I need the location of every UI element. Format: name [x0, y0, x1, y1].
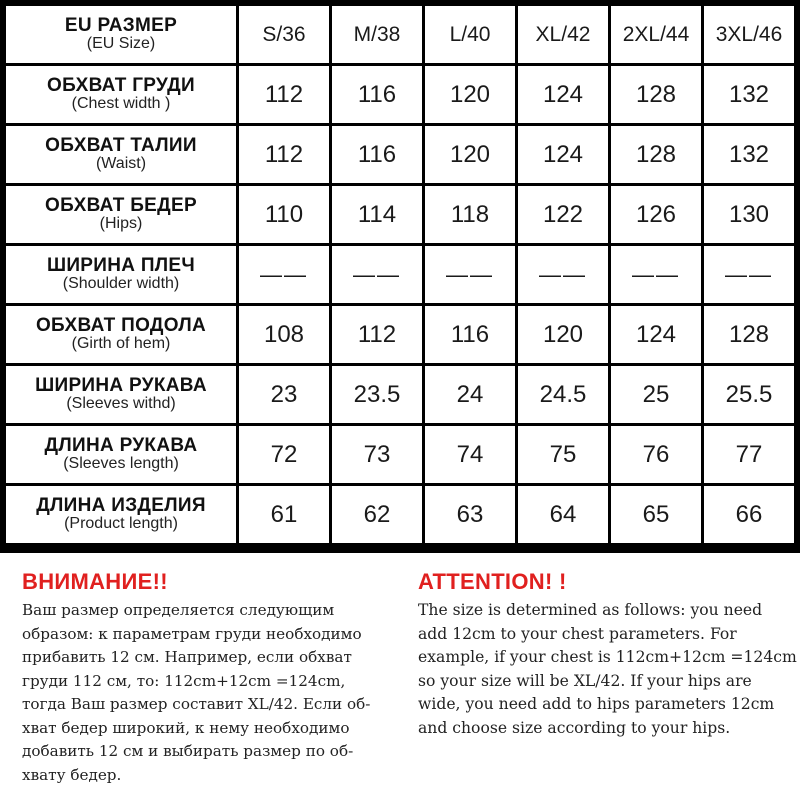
value-cell: 76: [611, 426, 701, 483]
row-label-ru: ОБХВАТ БЕДЕР: [45, 195, 197, 217]
row-label-ru: ОБХВАТ ПОДОЛА: [35, 315, 207, 337]
value-cell: 110: [239, 186, 329, 243]
value-cell: 116: [332, 126, 422, 183]
value-cell: 62: [332, 486, 422, 543]
note-line: добавить 12 см и выбирать размер по об-: [22, 742, 354, 760]
value-cell: 118: [425, 186, 515, 243]
value-cell: 23.5: [332, 366, 422, 423]
note-line: образом: к параметрам груди необходимо: [22, 624, 362, 643]
russian-note: [22, 565, 407, 787]
header-label-ru: EU РАЗМЕР: [64, 15, 178, 37]
english-note-body: [418, 599, 798, 740]
size-header-cell: S/36: [239, 6, 329, 63]
row-label-ru: ОБХВАТ ГРУДИ: [47, 75, 195, 97]
note-line: wide, you need add to hips parameters 12cm: [418, 695, 775, 713]
value-cell: 132: [704, 126, 794, 183]
value-cell: 72: [239, 426, 329, 483]
value-cell: 116: [425, 306, 515, 363]
size-header-cell: 2XL/44: [611, 6, 701, 63]
row-label-cell: [6, 426, 236, 483]
notes-section: [0, 565, 800, 800]
value-cell: 61: [239, 486, 329, 543]
row-label-ru: ДЛИНА РУКАВА: [44, 435, 198, 457]
value-cell: 25: [611, 366, 701, 423]
value-cell: 124: [611, 306, 701, 363]
row-label-ru: ШИРИНА РУКАВА: [35, 375, 207, 397]
size-header-cell: L/40: [425, 6, 515, 63]
row-label-en: (Shoulder width): [62, 275, 180, 293]
size-header-cell: 3XL/46: [704, 6, 794, 63]
header-label-cell: [6, 6, 236, 63]
value-cell: ——: [611, 246, 701, 303]
header-label-en: (EU Size): [86, 35, 156, 53]
row-label-cell: [6, 186, 236, 243]
row-label-en: (Chest width ): [71, 95, 171, 113]
value-cell: 114: [332, 186, 422, 243]
row-label-cell: [6, 66, 236, 123]
row-label-en: (Sleeves withd): [66, 395, 176, 413]
value-cell: 25.5: [704, 366, 794, 423]
value-cell: 24: [425, 366, 515, 423]
value-cell: ——: [704, 246, 794, 303]
note-line: тогда Ваш размер составит XL/42. Если об-: [22, 695, 371, 713]
note-line: хвату бедер.: [22, 765, 122, 784]
value-cell: 112: [239, 66, 329, 123]
row-label-cell: [6, 486, 236, 543]
size-header-cell: XL/42: [518, 6, 608, 63]
value-cell: 124: [518, 66, 608, 123]
note-line: and choose size according to your hips.: [418, 718, 731, 737]
value-cell: 128: [611, 126, 701, 183]
value-cell: 66: [704, 486, 794, 543]
value-cell: 65: [611, 486, 701, 543]
note-line: so your size will be XL/42. If your hips are: [418, 671, 752, 690]
value-cell: 132: [704, 66, 794, 123]
note-line: хват бедер широкий, к нему необходимо: [22, 718, 350, 737]
row-label-cell: [6, 246, 236, 303]
value-cell: ——: [518, 246, 608, 303]
row-label-en: (Sleeves length): [63, 455, 179, 473]
note-line: add 12cm to your chest parameters. For: [418, 624, 737, 643]
english-note: [418, 565, 798, 740]
value-cell: 112: [239, 126, 329, 183]
value-cell: ——: [425, 246, 515, 303]
value-cell: 75: [518, 426, 608, 483]
value-cell: 64: [518, 486, 608, 543]
size-header-cell: M/38: [332, 6, 422, 63]
row-label-en: (Hips): [99, 215, 143, 233]
value-cell: 122: [518, 186, 608, 243]
value-cell: 77: [704, 426, 794, 483]
row-label-ru: ШИРИНА ПЛЕЧ: [46, 255, 196, 277]
value-cell: 73: [332, 426, 422, 483]
row-label-cell: [6, 306, 236, 363]
value-cell: 23: [239, 366, 329, 423]
value-cell: 128: [611, 66, 701, 123]
value-cell: 128: [704, 306, 794, 363]
row-label-cell: [6, 126, 236, 183]
row-label-ru: ОБХВАТ ТАЛИИ: [45, 135, 197, 157]
value-cell: 124: [518, 126, 608, 183]
row-label-cell: [6, 366, 236, 423]
note-line: груди 112 см, то: 112cm+12cm =124cm,: [22, 671, 346, 690]
value-cell: 120: [425, 126, 515, 183]
row-label-ru: ДЛИНА ИЗДЕЛИЯ: [36, 495, 206, 517]
value-cell: ——: [332, 246, 422, 303]
note-line: Ваш размер определяется следующим: [22, 601, 335, 619]
value-cell: 108: [239, 306, 329, 363]
note-line: прибавить 12 см. Например, если обхват: [22, 648, 352, 666]
row-label-en: (Waist): [95, 155, 147, 173]
note-line: example, if your chest is 112cm+12cm =124cm: [418, 648, 797, 666]
value-cell: 120: [425, 66, 515, 123]
value-cell: 120: [518, 306, 608, 363]
size-chart-grid: [6, 6, 794, 543]
value-cell: 63: [425, 486, 515, 543]
value-cell: 116: [332, 66, 422, 123]
russian-note-title: ВНИМАНИЕ!!: [22, 569, 168, 594]
value-cell: 130: [704, 186, 794, 243]
value-cell: 112: [332, 306, 422, 363]
value-cell: 74: [425, 426, 515, 483]
value-cell: ——: [239, 246, 329, 303]
value-cell: 24.5: [518, 366, 608, 423]
english-note-title: ATTENTION! !: [418, 569, 567, 594]
russian-note-body: [22, 599, 407, 787]
row-label-en: (Girth of hem): [71, 335, 171, 353]
row-label-en: (Product length): [64, 515, 178, 533]
value-cell: 126: [611, 186, 701, 243]
note-line: The size is determined as follows: you need: [418, 601, 763, 619]
